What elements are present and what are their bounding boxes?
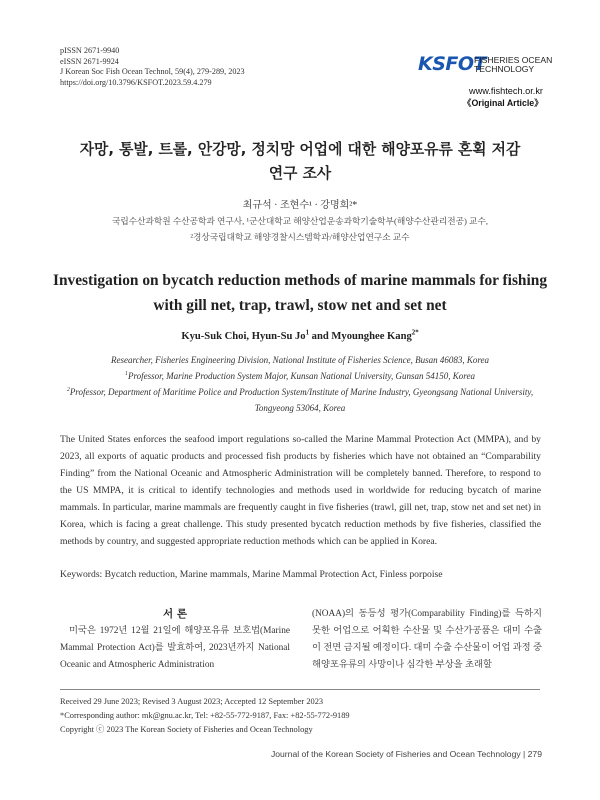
citation: J Korean Soc Fish Ocean Technol, 59(4), 279-289, 2023 <box>60 67 245 76</box>
affiliations-korean <box>40 213 560 245</box>
title-english <box>40 268 560 318</box>
article-type: 《Original Article》 <box>462 98 543 108</box>
affiliation-korean-line-1: 국립수산과학원 수산공학과 연구사, ¹군산대학교 해양산업운송과학기술학부(해양수산관리전공) 교수, <box>111 216 489 226</box>
author-3: Myounghee Kang <box>331 331 412 342</box>
eissn: eISSN 2671-9924 <box>60 56 119 66</box>
running-footer: Journal of the Korean Society of Fisheries and Ocean Technology | 279 <box>270 749 542 759</box>
author-2-sup: 1 <box>305 329 310 337</box>
footnote-divider <box>60 689 540 690</box>
title-korean-line-2: 연구 조사 <box>268 165 332 182</box>
logo-text <box>474 56 552 74</box>
abstract: The United States enforces the seafood import regulations so-called the Marine Mammal Protection Act (MMPA), and by 2023, all exports of aquatic products and processed fish products by fisheries which have not obtained an “Comparability Finding” from the National Oceanic and Atmospheric Administration will be completely banned. Therefore, to respond to the US MMPA, it is critical to identify technologies and methods used in worldwide for reducing bycatch of marine mammals. In particular, marine mammals are frequently caught in five fisheries (trawl, gill net, trap, stow net and set net) in Korea, which is facing a great challenge. This study presented bycatch reduction methods by five fisheries, classified the methods by country, and suggested appropriate reduction methods which can be applied in Korea. <box>60 434 541 547</box>
website-link[interactable]: www.fishtech.or.kr <box>468 86 543 96</box>
authors-korean: 최규석 · 조현수¹ · 강명희²* <box>242 200 358 211</box>
logo-mark: KSFOT <box>418 53 486 75</box>
author-3-sup: 2* <box>411 329 419 337</box>
affiliations-english <box>40 352 560 416</box>
doi-link[interactable]: https://doi.org/10.3796/KSFOT.2023.59.4.279 <box>60 77 212 87</box>
intro-paragraph-right: (NOAA)의 동등성 평가(Comparability Finding)를 득하지 못한 어업으로 어획한 수산물 및 수산가공품은 대미 수출이 전면 금지될 예정이다. 대미 수출 수산물이 어업 과정 중 해양포유류의 사망이나 심각한 부상을 초래할 <box>312 609 542 670</box>
affiliation-english-line-3 <box>40 384 560 400</box>
corresponding-author: *Corresponding author: mk@gnu.ac.kr, Tel: +82-55-772-9187, Fax: +82-55-772-9189 <box>60 711 350 720</box>
affiliation-3-text: Professor, Department of Maritime Police and Production System/Institute of Marine Industry, Gyeongsang National University, <box>69 387 534 397</box>
logo-line-2: TECHNOLOGY <box>474 64 535 74</box>
author-separator-2: and <box>309 331 332 342</box>
authors-english <box>0 331 600 342</box>
affiliation-2-text: Professor, Marine Production System Major, Kunsan National University, Gunsan 54150, Korea <box>127 371 475 381</box>
affiliation-english-line-1: Researcher, Fisheries Engineering Division, National Institute of Fisheries Science, Busan 46083, Korea <box>110 355 490 365</box>
title-korean-line-1: 자망, 통발, 트롤, 안강망, 정치망 어업에 대한 해양포유류 혼획 저감 <box>79 141 521 158</box>
body-column-left <box>60 606 290 674</box>
affiliation-3-sup: 2 <box>66 387 70 393</box>
author-1: Kyu-Suk Choi <box>181 331 247 342</box>
section-heading-introduction: 서 론 <box>163 608 187 620</box>
copyright: Copyright ⓒ 2023 The Korean Society of Fisheries and Ocean Technology <box>60 725 313 734</box>
author-2: Hyun-Su Jo <box>251 331 306 342</box>
affiliation-english-line-4: Tongyeong 53064, Korea <box>254 403 346 413</box>
keywords: Keywords: Bycatch reduction, Marine mammals, Marine Mammal Protection Act, Finless porpoise <box>60 569 443 580</box>
footnotes <box>60 695 350 737</box>
body-column-right <box>312 606 542 674</box>
intro-paragraph-left: 미국은 1972년 12월 21일에 해양포유류 보호법(Marine Mammal Protection Act)를 발효하여, 2023년까지 National Oceanic and Atmospheric Administration <box>60 626 290 670</box>
title-english-line-2: with gill net, trap, trawl, stow net and set net <box>153 297 447 314</box>
logo-line-1: FISHERIES OCEAN <box>474 55 553 65</box>
affiliation-english-line-2 <box>40 368 560 384</box>
affiliation-korean-line-2: ²경상국립대학교 해양경찰시스템학과/해양산업연구소 교수 <box>190 232 410 242</box>
journal-logo <box>418 53 553 77</box>
pissn: pISSN 2671-9940 <box>60 46 120 55</box>
title-korean <box>40 138 560 186</box>
journal-website-block <box>463 86 543 109</box>
title-english-line-1: Investigation on bycatch reduction methods of marine mammals for fishing <box>52 272 548 289</box>
journal-meta <box>60 46 245 88</box>
affiliation-2-sup: 1 <box>125 371 128 377</box>
author-separator-1: , <box>246 331 252 342</box>
received-dates: Received 29 June 2023; Revised 3 August 2023; Accepted 12 September 2023 <box>60 697 324 706</box>
